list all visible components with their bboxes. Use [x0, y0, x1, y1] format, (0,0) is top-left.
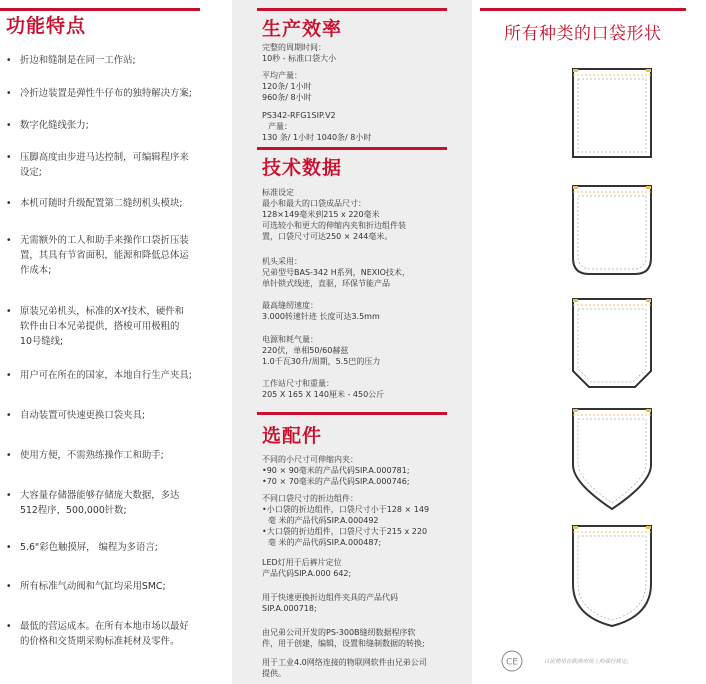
feature-item — [6, 86, 228, 101]
feature-bullet: • — [6, 235, 12, 246]
feature-bullet: • — [6, 370, 12, 381]
tech-block — [262, 300, 472, 322]
feature-item — [6, 579, 228, 594]
options-line: 用于快速更换折边组件夹具的产品代码 — [262, 593, 398, 602]
feature-text: 置，其具有节省面积，能源和降低总体运 — [20, 250, 189, 261]
feature-bullet: • — [6, 621, 12, 632]
ce-mark-text: CE — [506, 657, 518, 668]
efficiency-block — [262, 70, 472, 103]
pocket-square — [570, 63, 654, 163]
options-title: 选配件 — [262, 425, 323, 447]
feature-text: 最低的营运成本。在所有本地市场以最好 — [20, 621, 189, 632]
options-line: •70 × 70毫米的产品代码SIP.A.000746; — [262, 477, 410, 486]
feature-item — [6, 53, 228, 68]
options-line: 用于工业4.0网络连接的物联网软件由兄弟公司 — [262, 658, 427, 667]
feature-item — [6, 150, 228, 180]
feature-item — [6, 540, 228, 555]
efficiency-line: 完整的周期时间： — [262, 43, 326, 52]
tech-line: 标准设定 — [262, 188, 294, 197]
options-block — [262, 493, 472, 548]
options-line: 产品代码SIP.A.000 642; — [262, 569, 352, 578]
feature-text: 压脚高度由步进马达控制，可编辑程序来 — [20, 152, 189, 163]
tech-line: 机头采用： — [262, 257, 302, 266]
pockets-column — [472, 0, 706, 684]
feature-text: 5.6"彩色触摸屏， 编程为多语言; — [20, 542, 158, 553]
options-block — [262, 454, 472, 487]
feature-bullet: • — [6, 410, 12, 421]
tech-block — [262, 334, 472, 367]
options-title-rule — [257, 412, 447, 415]
options-block — [262, 627, 472, 649]
feature-text: 折边和缝制是在同一工作站; — [20, 55, 136, 66]
tech-line: 128×149毫米到215 x 220毫米 — [262, 210, 380, 219]
ce-note: 认证使用在欧洲市场上的强行规定。 — [544, 659, 633, 665]
tech-block — [262, 256, 472, 289]
efficiency-title: 生产效率 — [262, 18, 343, 40]
feature-item — [6, 118, 228, 133]
feature-text: 软件由日本兄弟提供，搭梭可用极粗的 — [20, 321, 180, 332]
feature-item — [6, 488, 228, 518]
feature-item — [6, 304, 228, 349]
options-line: •小口袋的折边组件，口袋尺寸小于128 × 149 — [262, 505, 430, 514]
efficiency-line: 120条/ 1小时 — [262, 82, 312, 91]
tech-title-rule — [257, 147, 447, 150]
feature-text: 使用方便，不需熟练操作工和助手; — [20, 450, 164, 461]
options-line: SIP.A.000718; — [262, 604, 317, 613]
feature-text: 用户可在所在的国家，本地自行生产夹具; — [20, 370, 192, 381]
feature-item — [6, 368, 228, 383]
feature-text: 设定; — [20, 167, 42, 178]
feature-bullet: • — [6, 88, 12, 99]
efficiency-line: 130 条/ 1小时 1040条/ 8小时 — [262, 133, 372, 142]
options-line: 件，用于创建，编辑，设置和缝制数据的转换; — [262, 639, 425, 648]
tech-line: 3.000转速针迹 长度可达3.5mm — [262, 312, 380, 321]
feature-text: 大容量存储器能够存储庞大数据，多达 — [20, 490, 180, 501]
features-title-rule — [0, 8, 200, 11]
options-line: 不同的小尺寸可伸缩内夹： — [262, 455, 358, 464]
pockets-title: 所有种类的口袋形状 — [504, 24, 662, 44]
pocket-round-point — [570, 520, 654, 632]
efficiency-line: 平均产量： — [262, 71, 302, 80]
feature-bullet: • — [6, 490, 12, 501]
feature-bullet: • — [6, 152, 12, 163]
tech-block — [262, 187, 472, 242]
options-line: 提供。 — [262, 669, 286, 678]
feature-text: 512程序，500,000针数; — [20, 505, 127, 516]
feature-bullet: • — [6, 450, 12, 461]
options-line: •90 × 90毫米的产品代码SIP.A.000781; — [262, 466, 410, 475]
options-line: •大口袋的折边组件，口袋尺寸大于215 x 220 — [262, 527, 428, 536]
options-line: 毫 米的产品代码SIP.A.000487; — [268, 538, 382, 547]
tech-line: 1.0千瓦30升/周期，5.5巴的压力 — [262, 357, 381, 366]
options-block — [262, 657, 472, 679]
tech-line: 单针锁式线迹，直驱，环保节能产品 — [262, 279, 390, 288]
feature-text: 所有标准气动阀和气缸均采用SMC; — [20, 581, 166, 592]
efficiency-line: PS342-RFG1SIP.V2 — [262, 111, 336, 120]
feature-text: 冷折边装置是弹性牛仔布的独特解决方案; — [20, 88, 192, 99]
feature-item — [6, 619, 228, 649]
efficiency-block — [262, 42, 472, 64]
feature-bullet: • — [6, 306, 12, 317]
feature-text: 数字化缝线张力; — [20, 120, 89, 131]
options-line: 由兄弟公司开发的PS-300B缝纫数据程序软 — [262, 628, 416, 637]
pocket-v-point — [570, 403, 654, 515]
feature-text: 10号缝线; — [20, 336, 64, 347]
efficiency-line: 产量： — [268, 122, 292, 131]
features-column — [0, 0, 232, 684]
feature-bullet: • — [6, 542, 12, 553]
efficiency-title-rule — [257, 8, 447, 11]
tech-line: 可选较小和更大的伸缩内夹和折边组件装 — [262, 221, 406, 230]
feature-item — [6, 448, 228, 463]
tech-line: 置，口袋尺寸可达250 × 244毫米。 — [262, 232, 393, 241]
feature-text: 的价格和交货期采购标准耗材及零件。 — [20, 636, 180, 647]
options-line: 不同口袋尺寸的折边组件： — [262, 494, 358, 503]
feature-bullet: • — [6, 120, 12, 131]
feature-text: 作成本; — [20, 265, 52, 276]
specs-column — [232, 0, 472, 684]
feature-text: 自动装置可快速更换口袋夹具; — [20, 410, 146, 421]
tech-line: 兄弟型号BAS-342 H系列，NEXIO技术， — [262, 268, 410, 277]
feature-bullet: • — [6, 581, 12, 592]
efficiency-line: 10秒 - 标准口袋大小 — [262, 54, 337, 63]
ce-mark-icon — [501, 650, 523, 672]
feature-item — [6, 408, 228, 423]
tech-title: 技术数据 — [262, 157, 343, 179]
options-line: 毫 米的产品代码SIP.A.000492 — [268, 516, 379, 525]
efficiency-block — [262, 110, 472, 143]
feature-bullet: • — [6, 198, 12, 209]
feature-item — [6, 196, 228, 211]
feature-text: 无需额外的工人和助手来操作口袋折压装 — [20, 235, 189, 246]
options-block — [262, 557, 472, 579]
pocket-beveled — [570, 293, 654, 393]
feature-text: 本机可随时升级配置第二缝纫机头模块; — [20, 198, 183, 209]
tech-line: 最小和最大的口袋成品尺寸： — [262, 199, 366, 208]
tech-line: 220伏，单相50/60赫兹 — [262, 346, 349, 355]
options-line: LED灯用于后裤片定位 — [262, 558, 342, 567]
tech-line: 电源和耗气量： — [262, 335, 318, 344]
tech-line: 最高缝纫速度： — [262, 301, 318, 310]
pocket-rounded — [570, 180, 654, 280]
features-title: 功能特点 — [6, 15, 87, 37]
efficiency-line: 960条/ 8小时 — [262, 93, 312, 102]
options-block — [262, 592, 472, 614]
tech-line: 205 X 165 X 140厘米 - 450公斤 — [262, 390, 385, 399]
pockets-title-rule — [480, 8, 686, 11]
tech-block — [262, 378, 472, 400]
feature-bullet: • — [6, 55, 12, 66]
feature-item — [6, 233, 228, 278]
tech-line: 工作站尺寸和重量： — [262, 379, 334, 388]
feature-text: 原装兄弟机头，标准的X-Y技术，硬件和 — [20, 306, 184, 317]
